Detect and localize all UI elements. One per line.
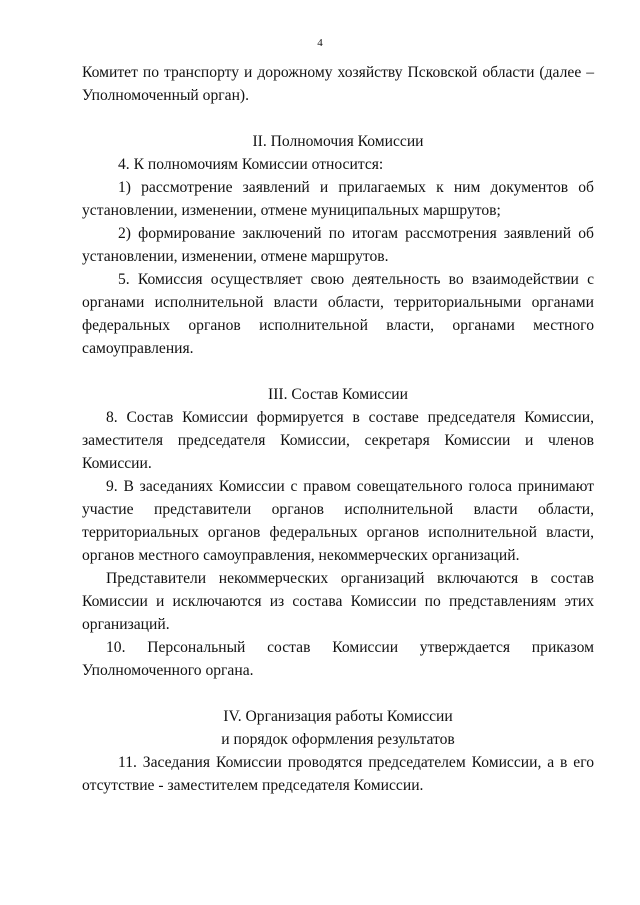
paragraph-9: 9. В заседаниях Комиссии с правом совещательного голоса принимают участие представители органов исполнительной власти области, территориальных органов федеральных органов исполнительной власти, органов местного самоуправления, некоммерческих организаций. [82, 478, 594, 564]
paragraph-4-item-1: 1) рассмотрение заявлений и прилагаемых к ним документов об установлении, изменении, отмене муниципальных маршрутов; [82, 179, 594, 219]
spacer [82, 682, 594, 705]
paragraph-5: 5. Комиссия осуществляет свою деятельность во взаимодействии с органами исполнительной власти области, территориальными органами федеральных органов исполнительной власти, органами местного самоуправления. [82, 271, 594, 357]
paragraph-9-continued: Представители некоммерческих организаций включаются в состав Комиссии и исключаются из состава Комиссии по представлениям этих организаций. [82, 570, 594, 633]
paragraph-4-item-2: 2) формирование заключений по итогам рассмотрения заявлений об установлении, изменении, отмене маршрутов. [82, 225, 594, 265]
page-number: 4 [317, 37, 323, 49]
paragraph-authorized-body: Комитет по транспорту и дорожному хозяйству Псковской области (далее – Уполномоченный орган). [82, 64, 594, 104]
spacer [82, 107, 594, 130]
section-heading-ii: II. Полномочия Комиссии [252, 133, 424, 150]
document-body [82, 61, 594, 797]
section-heading-iii: III. Состав Комиссии [268, 386, 408, 403]
paragraph-10: 10. Персональный состав Комиссии утверждается приказом Уполномоченного органа. [82, 639, 594, 679]
section-heading-iv-line-2: и порядок оформления результатов [221, 731, 455, 748]
paragraph-11: 11. Заседания Комиссии проводятся председателем Комиссии, а в его отсутствие - заместителем председателя Комиссии. [82, 754, 594, 794]
paragraph-8: 8. Состав Комиссии формируется в составе председателя Комиссии, заместителя председателя Комиссии, секретаря Комиссии и членов Комиссии. [82, 409, 594, 472]
spacer [82, 360, 594, 383]
paragraph-4: 4. К полномочиям Комиссии относится: [118, 156, 384, 173]
section-heading-iv-line-1: IV. Организация работы Комиссии [223, 708, 453, 725]
